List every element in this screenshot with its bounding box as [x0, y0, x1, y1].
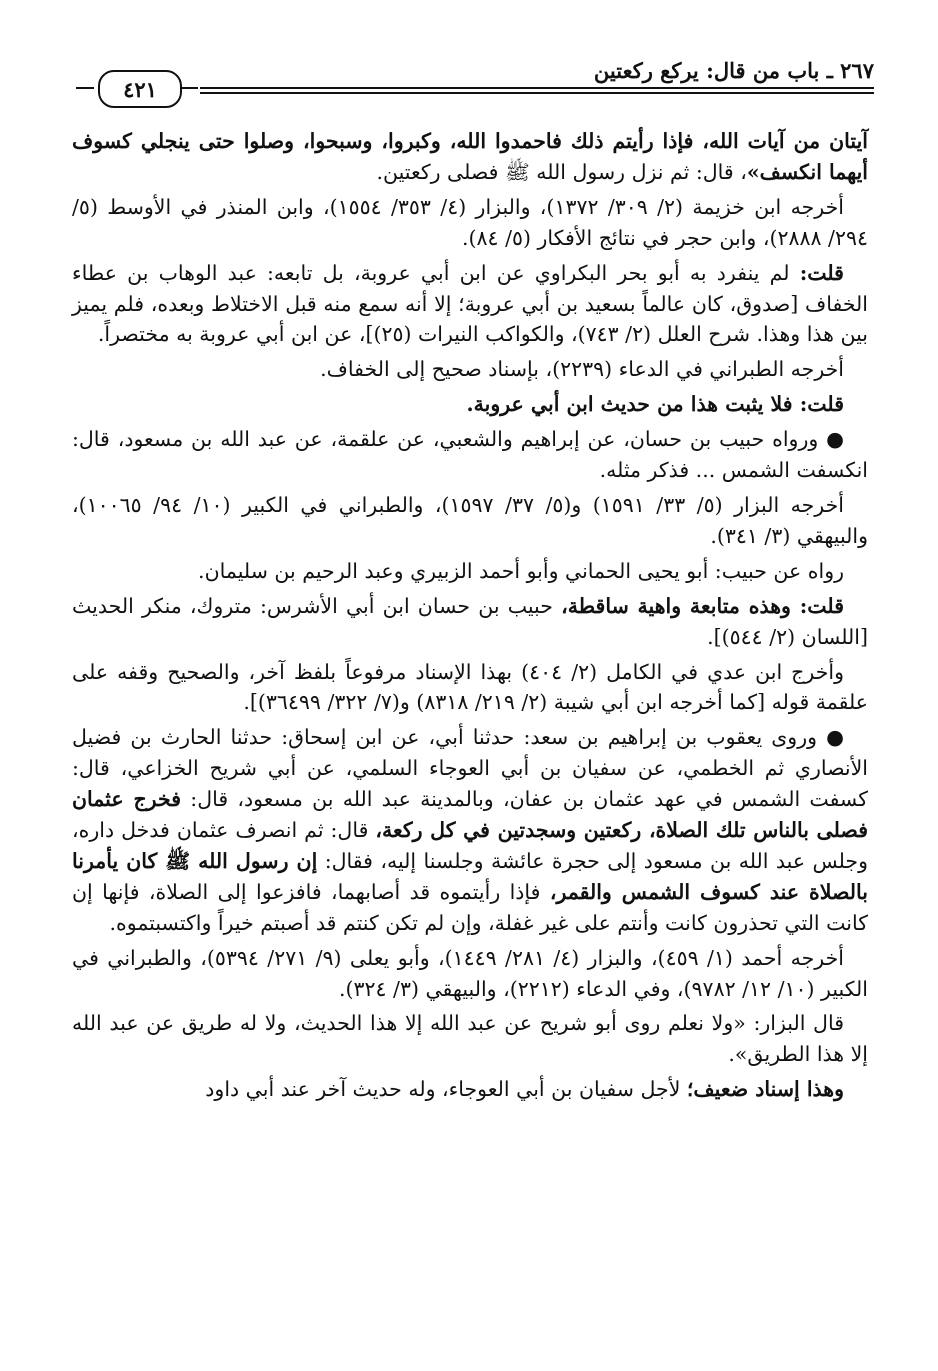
paragraph — [72, 591, 868, 653]
text-segment: أخرجه الطبراني في الدعاء (٢٢٣٩)، بإسناد صحيح إلى الخفاف. — [320, 357, 844, 382]
paragraph — [72, 258, 868, 351]
header-dash-left — [76, 87, 94, 89]
text-segment: حبيب بن حسان ابن أبي الأشرس: متروك، منكر الحديث [اللسان (٢/ ٥٤٤)]. — [72, 593, 868, 649]
paragraph — [72, 424, 868, 486]
text-segment: ، قال: ثم نزل رسول الله ﷺ فصلى ركعتين. — [376, 159, 747, 184]
text-segment: وأخرج ابن عدي في الكامل (٢/ ٤٠٤) بهذا الإسناد مرفوعاً بلفظ آخر، والصحيح وقفه على علقمة قوله [كما أخرجه ابن أبي شيبة (٢/ ٢١٩/ ٨٣١٨) و(٧/ ٣٢٢/ ٣٦٤٩٩)]. — [72, 659, 868, 715]
paragraph — [72, 943, 868, 1005]
bold-text-segment: قلت: — [799, 260, 844, 285]
header-rule-bottom — [200, 92, 874, 94]
header-rule-top — [200, 87, 874, 89]
text-segment: رواه عن حبيب: أبو يحيى الحماني وأبو أحمد الزبيري وعبد الرحيم بن سليمان. — [198, 558, 844, 583]
chapter-title: ٢٦٧ ـ باب من قال: يركع ركعتين — [593, 58, 874, 83]
header-dash-right — [180, 87, 198, 89]
paragraph — [72, 556, 868, 587]
text-segment: قال البزار: «ولا نعلم روى أبو شريح عن عبد الله إلا هذا الحديث، ولا له طريق عن عبد الله إلا هذا الطريق». — [72, 1011, 868, 1067]
body-text — [72, 126, 868, 1105]
paragraph — [72, 1008, 868, 1070]
text-segment: لأجل سفيان بن أبي العوجاء، وله حديث آخر عند أبي داود — [205, 1077, 687, 1102]
paragraph — [72, 722, 868, 938]
bold-text-segment: وهذا إسناد ضعيف؛ — [686, 1077, 844, 1102]
paragraph — [72, 1074, 868, 1105]
bold-text-segment: آيتان من آيات الله، فإذا رأيتم ذلك فاحمدوا الله، وكبروا، وسبحوا، وصلوا حتى ينجلي كسوف أيهما انكسف» — [72, 129, 868, 184]
paragraph — [72, 354, 868, 385]
text-segment: ● وروى يعقوب بن إبراهيم بن سعد: حدثنا أبي، عن ابن إسحاق: حدثنا الحارث بن فضيل الأنصاري ثم الخطمي، عن سفيان بن أبي العوجاء السلمي، عن أبي شريح الخزاعي، قال: كسفت الشمس في عهد عثمان بن عفان، وبالمدينة عبد الله بن مسعود، قال: — [72, 725, 868, 812]
text-segment: فإذا رأيتموه قد أصابهما، فافزعوا إلى الصلاة، فإنها إن كانت التي تحذرون كانت وأنتم على غير غفلة، وإن لم تكن كنتم قد أصبتم خيراً واكتسبتموه. — [72, 879, 868, 935]
bold-text-segment: فخرج عثمان فصلى بالناس تلك الصلاة، ركعتين وسجدتين في كل ركعة، — [72, 787, 868, 843]
text-segment: لم ينفرد به أبو بحر البكراوي عن ابن أبي عروبة، بل تابعه: عبد الوهاب بن عطاء الخفاف [صدوق، كان عالماً بسعيد بن أبي عروبة؛ إلا أنه سمع منه قبل الاختلاط وبعده، فلم يميز بين هذا وهذا. شرح العلل (٢/ ٧٤٣)، والكواكب النيرات (٢٥)]، عن ابن أبي عروبة به مختصراً. — [72, 260, 868, 347]
bold-text-segment: قلت: فلا يثبت هذا من حديث ابن أبي عروبة. — [466, 392, 844, 417]
paragraph — [72, 490, 868, 552]
paragraph — [72, 126, 868, 188]
bold-text-segment: إن رسول الله ﷺ كان يأمرنا بالصلاة عند كسوف الشمس والقمر، — [72, 848, 868, 904]
text-segment: أخرجه ابن خزيمة (٢/ ٣٠٩/ ١٣٧٢)، والبزار (٤/ ٣٥٣/ ١٥٥٤)، وابن المنذر في الأوسط (٥/ ٢٩٤/ ٢٨٨٨)، وابن حجر في نتائج الأفكار (٥/ ٨٤). — [72, 194, 868, 250]
paragraph — [72, 192, 868, 254]
page-header — [68, 58, 874, 108]
paragraph — [72, 389, 868, 420]
text-segment: قال: ثم انصرف عثمان فدخل داره، وجلس عبد الله بن مسعود إلى حجرة عائشة وجلسنا إليه، فقال: — [72, 818, 868, 873]
paragraph — [72, 657, 868, 719]
page-number-badge: ٤٢١ — [98, 70, 182, 108]
bold-text-segment: قلت: وهذه متابعة واهية ساقطة، — [561, 593, 844, 618]
text-segment: أخرجه البزار (٥/ ٣٣/ ١٥٩١) و(٥/ ٣٧/ ١٥٩٧)، والطبراني في الكبير (١٠/ ٩٤/ ١٠٠٦٥)، والبيهقي (٣/ ٣٤١). — [72, 492, 868, 548]
text-segment: ● ورواه حبيب بن حسان، عن إبراهيم والشعبي، عن علقمة، عن عبد الله بن مسعود، قال: انكسفت الشمس ... فذكر مثله. — [72, 427, 868, 483]
text-segment: أخرجه أحمد (١/ ٤٥٩)، والبزار (٤/ ٢٨١/ ١٤٤٩)، وأبو يعلى (٩/ ٢٧١/ ٥٣٩٤)، والطبراني في الكبير (١٠/ ١٢/ ٩٧٨٢)، وفي الدعاء (٢٢١٢)، والبيهقي (٣/ ٣٢٤). — [72, 945, 868, 1001]
